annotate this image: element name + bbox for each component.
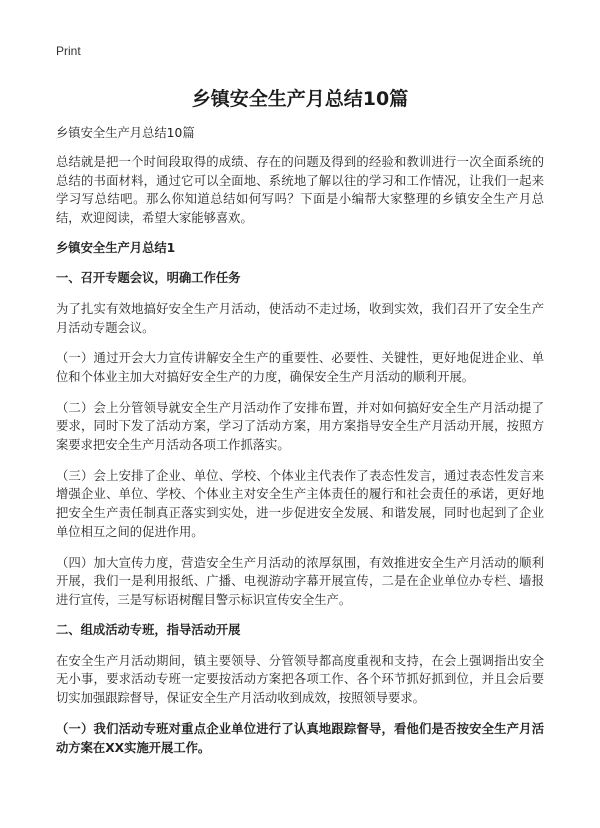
paragraph-1: 为了扎实有效地搞好安全生产月活动，使活动不走过场，收到实效，我们召开了安全生产月活动专题会议。 <box>56 301 544 335</box>
paragraph-5: （四）加大宣传力度，营造安全生产月活动的浓厚氛围，有效推进安全生产月活动的顺利开展，我们一是利用报纸、广播、电视游动字幕开展宣传，二是在企业单位办专栏、墙报进行宣传，三是写标语树醒目警示标识宣传安全生产。 <box>56 555 544 607</box>
paragraph-4: （三）会上安排了企业、单位、学校、个体业主代表作了表态性发言，通过表态性发言来增强企业、单位、学校、个体业主对安全生产主体责任的履行和社会责任的承诺，更好地把安全生产责任制真正落实到实处，进一步促进安全发展、和谐发展，同时也起到了企业单位相互之间的促进作用。 <box>56 468 544 539</box>
heading-1: 一、召开专题会议，明确工作任务 <box>56 270 241 285</box>
document-subtitle: 乡镇安全生产月总结10篇 <box>56 126 195 140</box>
paragraph-7: （一）我们活动专班对重点企业单位进行了认真地跟踪督导，看他们是否按安全生产月活动方案在XX实施开展工作。 <box>56 721 544 755</box>
paragraph-2: （一）通过开会大力宣传讲解安全生产的重要性、必要性、关键性，更好地促进企业、单位和个体业主加大对搞好安全生产的力度，确保安全生产月活动的顺利开展。 <box>56 351 544 384</box>
paragraph-6: 在安全生产月活动期间，镇主要领导、分管领导都高度重视和支持，在会上强调指出安全无小事，要求活动专班一定要按活动方案把各项工作、各个环节抓好抓到位，并且会后要切实加强跟踪督导，保证安全生产月活动收到成效，按照领导要求。 <box>56 653 544 706</box>
heading-2: 二、组成活动专班，指导活动开展 <box>56 622 241 637</box>
section-title: 乡镇安全生产月总结1 <box>56 240 176 255</box>
intro-paragraph: 总结就是把一个时间段取得的成绩、存在的问题及得到的经验和教训进行一次全面系统的总结的书面材料，通过它可以全面地、系统地了解以往的学习和工作情况，让我们一起来学习写总结吧。那么你知道总结如何写吗？下面是小编帮大家整理的乡镇安全生产月总结，欢迎阅读，希望大家能够喜欢。 <box>56 155 544 226</box>
document-title: 乡镇安全生产月总结10篇 <box>191 88 409 110</box>
paragraph-3: （二）会上分管领导就安全生产月活动作了安排布置，并对如何搞好安全生产月活动提了要求，同时下发了活动方案，学习了活动方案，用方案指导安全生产月活动开展，按照方案要求把安全生产月活动各项工作抓落实。 <box>56 400 544 453</box>
print-link[interactable]: Print <box>56 44 81 58</box>
